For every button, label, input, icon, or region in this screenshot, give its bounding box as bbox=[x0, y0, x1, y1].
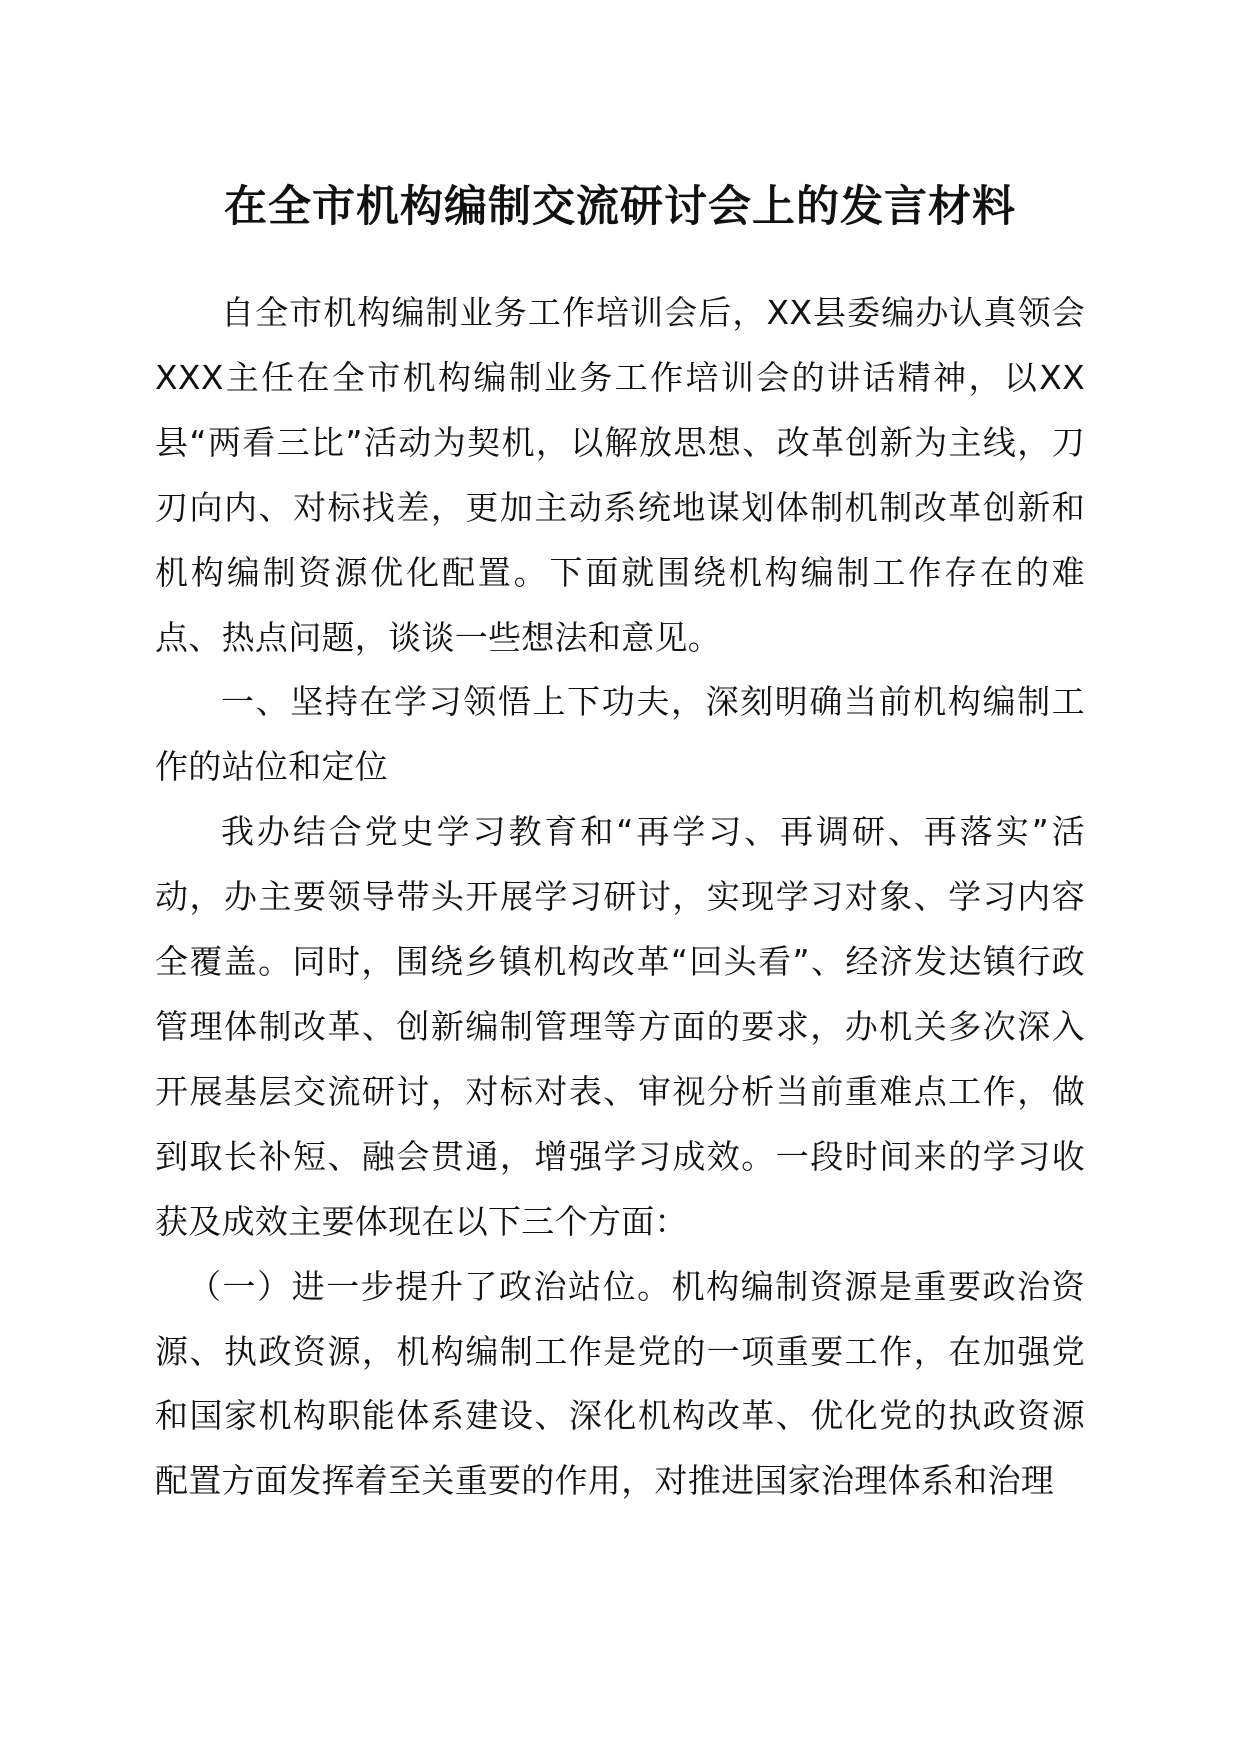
intro-paragraph: 自全市机构编制业务工作培训会后，XX县委编办认真领会XXX主任在全市机构编制业务工作培训会的讲话精神，以XX县“两看三比”活动为契机，以解放思想、改革创新为主线，刀刃向内、对标找差，更加主动系统地谋划体制机制改革创新和机构编制资源优化配置。下面就围绕机构编制工作存在的难点、热点问题，谈谈一些想法和意见。 bbox=[155, 293, 1085, 657]
document-title: 在全市机构编制交流研讨会上的发言材料 bbox=[224, 182, 1016, 232]
document-body bbox=[155, 281, 1085, 1514]
subsection-1-paragraph: （一）进一步提升了政治站位。机构编制资源是重要政治资源、执政资源，机构编制工作是党的一项重要工作，在加强党和国家机构职能体系建设、深化机构改革、优化党的执政资源配置方面发挥着至关重要的作用，对推进国家治理体系和治理 bbox=[155, 1266, 1085, 1501]
section-1-paragraph: 我办结合党史学习教育和“再学习、再调研、再落实”活动，办主要领导带头开展学习研讨，实现学习对象、学习内容全覆盖。同时，围绕乡镇机构改革“回头看”、经济发达镇行政管理体制改革、创新编制管理等方面的要求，办机关多次深入开展基层交流研讨，对标对表、审视分析当前重难点工作，做到取长补短、融会贯通，增强学习成效。一段时间来的学习收获及成效主要体现在以下三个方面： bbox=[155, 812, 1085, 1241]
section-heading-1: 一、坚持在学习领悟上下功夫，深刻明确当前机构编制工作的站位和定位 bbox=[155, 682, 1085, 787]
